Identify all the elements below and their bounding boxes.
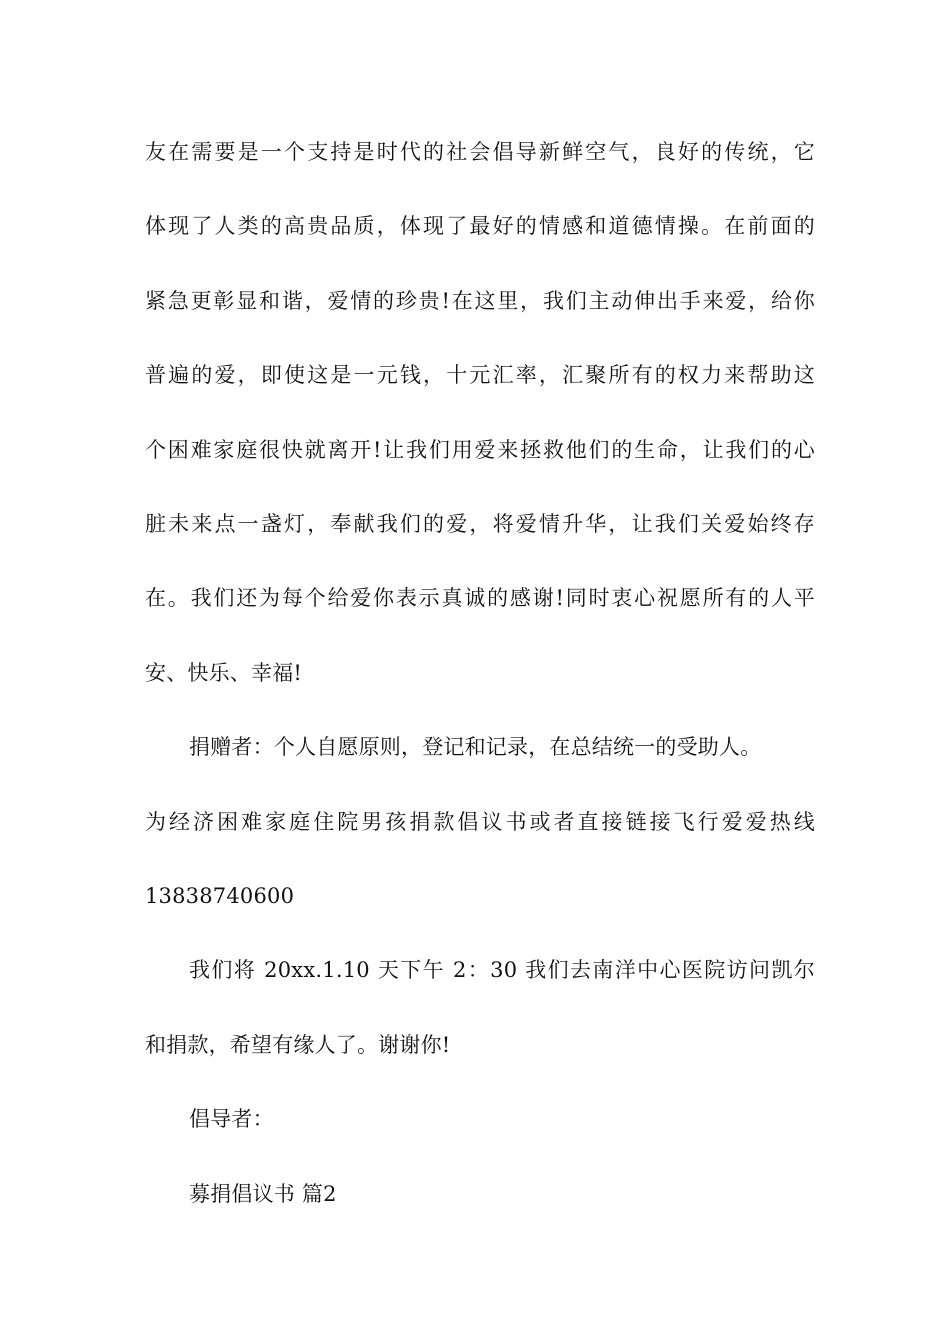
advocate-line: 倡导者： [189,1107,274,1131]
hotline-line: 为经济困难家庭住院男孩捐款倡议书或者直接链接飞行爱爱热线 [145,810,815,834]
section-heading: 募捐倡议书 篇2 [189,1182,337,1206]
visit-line-2: 和捐款，希望有缘人了。谢谢你! [145,1033,451,1057]
paragraph-line-2: 体现了人类的高贵品质，体现了最好的情感和道德情操。在前面的 [145,214,815,238]
visit-line-1: 我们将 20xx.1.10 天下午 2：30 我们去南洋中心医院访问凯尔 [189,958,815,982]
paragraph-line-4: 普遍的爱，即使这是一元钱，十元汇率，汇聚所有的权力来帮助这 [145,363,815,387]
paragraph-line-8: 安、快乐、幸福! [145,661,303,685]
paragraph-line-1: 友在需要是一个支持是时代的社会倡导新鲜空气，良好的传统，它 [145,140,815,164]
phone-number: 13838740600 [145,884,295,908]
donor-line: 捐赠者：个人自愿原则，登记和记录，在总结统一的受助人。 [189,735,762,759]
paragraph-line-5: 个困难家庭很快就离开!让我们用爱来拯救他们的生命，让我们的心 [145,438,815,462]
paragraph-line-3: 紧急更彰显和谐，爱情的珍贵!在这里，我们主动伸出手来爱，给你 [145,289,815,313]
paragraph-line-7: 在。我们还为每个给爱你表示真诚的感谢!同时衷心祝愿所有的人平 [145,586,815,610]
paragraph-line-6: 脏未来点一盏灯，奉献我们的爱，将爱情升华，让我们关爱始终存 [145,512,815,536]
